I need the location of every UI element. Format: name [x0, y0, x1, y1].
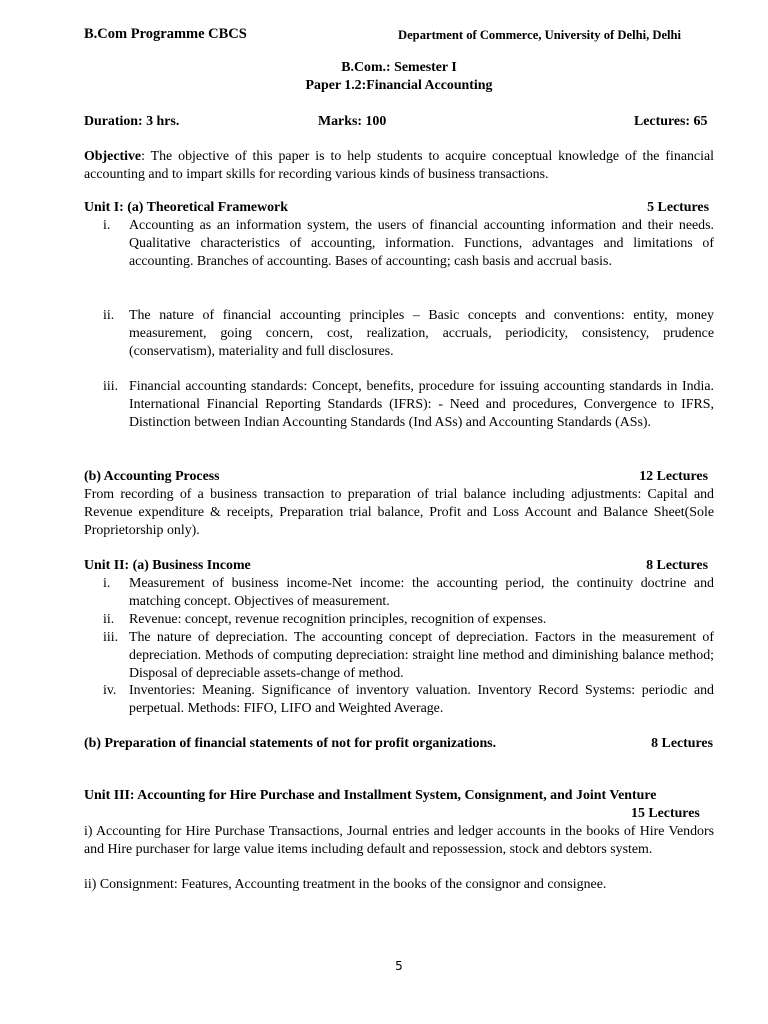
unit1b-paragraph: From recording of a business transaction to preparation of trial balance including adjustments: Capital and Revenue expenditure & receipts, Preparation trial balance, Profit and Loss Account and Balance Sheet(Sole Proprietorship only). — [84, 487, 714, 538]
unit2a-heading: Unit II: (a) Business Income — [84, 558, 251, 573]
unit2a-item-1 — [84, 575, 714, 611]
unit1a-item-2 — [84, 307, 714, 360]
unit2a-item-3 — [84, 629, 714, 682]
unit1a-item-1 — [84, 217, 714, 270]
unit1a-item-2-num: ii. — [103, 308, 115, 323]
unit1a-item-1-num: i. — [103, 218, 111, 233]
unit2a-item-1-num: i. — [103, 576, 111, 591]
unit2a-lectures: 8 Lectures — [646, 558, 708, 573]
marks: Marks: 100 — [318, 114, 387, 129]
objective-label: Objective — [84, 149, 142, 164]
objective-paragraph — [84, 148, 714, 184]
unit1a-item-1-text: Accounting as an information system, the users of financial accounting information and their needs. Qualitative characteristics of accounting, information. Functions, advantages and limitations of accounting. Branches of accounting. Bases of accounting; cash basis and accrual basis. — [129, 218, 714, 269]
unit2a-item-1-text: Measurement of business income-Net income: the accounting period, the continuity doctrine and matching concept. Objectives of measurement. — [129, 576, 714, 609]
unit1b-lectures: 12 Lectures — [639, 469, 708, 484]
unit3-lectures: 15 Lectures — [631, 806, 700, 821]
unit1a-heading-row — [84, 199, 709, 217]
header-department: Department of Commerce, University of Delhi, Delhi — [398, 28, 682, 42]
unit1a-item-2-text: The nature of financial accounting principles – Basic concepts and conventions: entity, money measurement, going concern, cost, realization, accruals, periodicity, consistency, prudence (conservatism), materiality and full disclosures. — [129, 308, 714, 359]
unit2a-item-4-num: iv. — [103, 683, 117, 698]
header-programme: B.Com Programme CBCS — [84, 26, 247, 42]
title-paper: Paper 1.2:Financial Accounting — [305, 78, 493, 93]
unit1b-heading-row — [84, 468, 708, 486]
unit3-consignment-text: ii) Consignment: Features, Accounting treatment in the books of the consignor and consignee. — [84, 877, 607, 892]
unit2a-item-4-text: Inventories: Meaning. Significance of inventory valuation. Inventory Record Systems: periodic and perpetual. Methods: FIFO, LIFO and Weighted Average. — [129, 683, 714, 716]
title-semester: B.Com.: Semester I — [341, 60, 457, 75]
unit2a-item-2-num: ii. — [103, 612, 115, 627]
unit2a-item-4 — [84, 682, 714, 718]
unit2b-heading-row — [84, 735, 713, 753]
unit1a-item-3 — [84, 378, 714, 431]
unit2b-heading: (b) Preparation of financial statements of not for profit organizations. — [84, 736, 497, 751]
unit2a-item-2 — [84, 611, 714, 629]
unit2b-lectures: 8 Lectures — [651, 736, 713, 751]
page-number: 5 — [395, 959, 403, 973]
unit3-heading: Unit III: Accounting for Hire Purchase and Installment System, Consignment, and Joint Venture — [84, 788, 657, 803]
unit1a-lectures: 5 Lectures — [647, 200, 709, 215]
unit1a-heading: Unit I: (a) Theoretical Framework — [84, 200, 288, 215]
unit1a-item-3-text: Financial accounting standards: Concept, benefits, procedure for issuing accounting standards in India. International Financial Reporting Standards (IFRS): - Need and procedures, Convergence to IFRS, Distinction between Indian Accounting Standards (Ind ASs) and Accounting Standards (ASs). — [129, 379, 714, 430]
unit1a-item-3-num: iii. — [103, 379, 119, 394]
unit2a-heading-row — [84, 557, 708, 575]
objective-text: : The objective of this paper is to help students to acquire conceptual knowledge of the financial accounting and to impart skills for recording various kinds of business transactions. — [84, 149, 714, 182]
unit1b-heading: (b) Accounting Process — [84, 469, 220, 484]
unit2a-item-2-text: Revenue: concept, revenue recognition principles, recognition of expenses. — [129, 612, 547, 627]
unit2a-item-3-text: The nature of depreciation. The accounting concept of depreciation. Factors in the measurement of depreciation. Methods of computing depreciation: straight line method and diminishing balance method; Disposal of depreciable assets-change of method. — [129, 630, 714, 681]
total-lectures: Lectures: 65 — [634, 114, 708, 129]
unit2a-item-3-num: iii. — [103, 630, 119, 645]
duration: Duration: 3 hrs. — [84, 114, 180, 129]
unit3-hire-purchase-text: i) Accounting for Hire Purchase Transactions, Journal entries and ledger accounts in the books of Hire Vendors and Hire purchaser for large value items including default and repossession, stock and debtors system. — [84, 824, 714, 857]
